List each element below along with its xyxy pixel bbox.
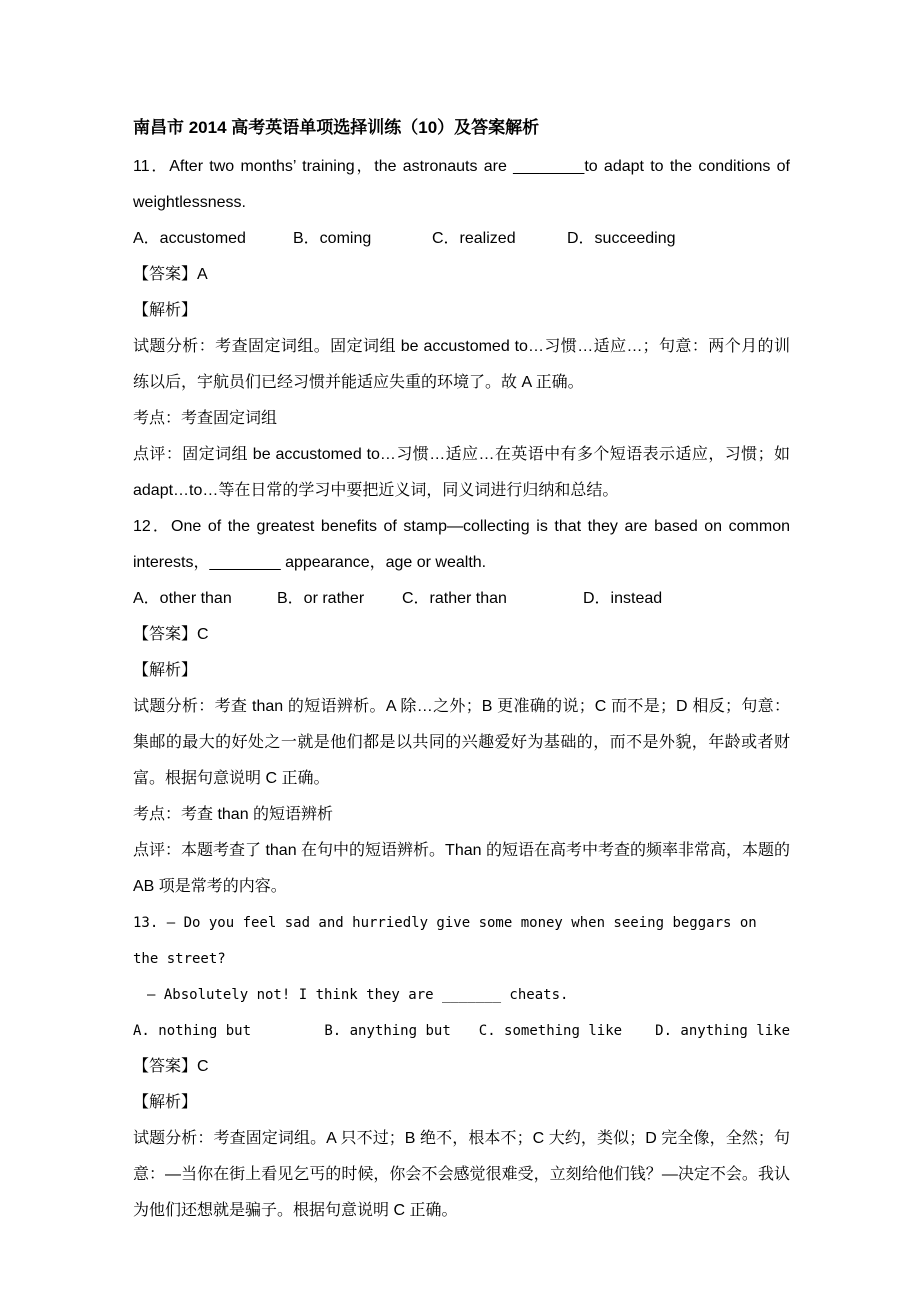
question-12-comment-paragraph: 点评：本题考查了 than 在句中的短语辨析。Than 的短语在高考中考查的频率非常高，本题的 AB 项是常考的内容。 bbox=[133, 842, 790, 895]
question-12-keypoint-paragraph: 考点：考查 than 的短语辨析 bbox=[133, 806, 334, 823]
question-11-answer-line: 【答案】A bbox=[133, 266, 208, 283]
question-11-options-row bbox=[133, 221, 790, 257]
question-12-option-d: D．instead bbox=[583, 590, 663, 607]
question-13-option-b: B. anything but bbox=[324, 1023, 451, 1039]
question-block-12 bbox=[133, 509, 790, 905]
question-13-options-row bbox=[133, 1013, 790, 1049]
question-12-text: 12．One of the greatest benefits of stamp—collecting is that they are based on common interests，________ appearance，age or wealth. bbox=[133, 518, 790, 571]
question-13-option-c: C. something like bbox=[478, 1023, 623, 1039]
doc-title: 南昌市 2014 高考英语单项选择训练（10）及答案解析 bbox=[133, 118, 540, 137]
question-12-option-a: A．other than bbox=[133, 590, 232, 607]
question-11-option-a: A．accustomed bbox=[133, 230, 246, 247]
question-13-dialogue-line-1: 13. — Do you feel sad and hurriedly give some money when seeing beggars on the street? bbox=[133, 915, 766, 967]
question-13-answer-line: 【答案】C bbox=[133, 1058, 209, 1075]
question-11-option-b: B．coming bbox=[293, 230, 372, 247]
question-12-answer-line: 【答案】C bbox=[133, 626, 209, 643]
question-12-option-b: B．or rather bbox=[277, 590, 365, 607]
question-13-dialogue-line-2: — Absolutely not! I think they are _______ cheats. bbox=[133, 987, 569, 1003]
question-11-comment-paragraph: 点评：固定词组 be accustomed to…习惯…适应…在英语中有多个短语表示适应，习惯；如 adapt…to…等在日常的学习中要把近义词，同义词进行归纳和总结。 bbox=[133, 446, 790, 499]
question-block-13 bbox=[133, 905, 790, 1229]
question-11-text: 11．After two months’ training，the astronauts are ________to adapt to the conditions of weightlessness. bbox=[133, 158, 790, 211]
question-13-analysis-heading: 【解析】 bbox=[133, 1094, 198, 1111]
question-11-keypoint-paragraph: 考点：考查固定词组 bbox=[133, 410, 278, 427]
question-12-options-row bbox=[133, 581, 790, 617]
question-11-analysis-paragraph: 试题分析：考查固定词组。固定词组 be accustomed to…习惯…适应…；句意：两个月的训练以后，宇航员们已经习惯并能适应失重的环境了。故 A 正确。 bbox=[133, 338, 790, 391]
question-13-option-a: A. nothing but bbox=[133, 1023, 252, 1039]
question-11-option-d: D．succeeding bbox=[567, 230, 676, 247]
question-11-option-c: C．realized bbox=[432, 230, 516, 247]
question-13-analysis-paragraph: 试题分析：考查固定词组。A 只不过；B 绝不，根本不；C 大约，类似；D 完全像，全然；句意：—当你在街上看见乞丐的时候，你会不会感觉很难受，立刻给他们钱？—决定不会。我认为他们还想就是骗子。根据句意说明 C 正确。 bbox=[133, 1130, 790, 1219]
question-11-analysis-heading: 【解析】 bbox=[133, 302, 198, 319]
question-12-option-c: C．rather than bbox=[402, 590, 507, 607]
question-13-option-d: D. anything like bbox=[655, 1023, 790, 1039]
question-12-analysis-heading: 【解析】 bbox=[133, 662, 198, 679]
question-12-analysis-paragraph: 试题分析：考查 than 的短语辨析。A 除…之外；B 更准确的说；C 而不是；D 相反；句意：集邮的最大的好处之一就是他们都是以共同的兴趣爱好为基础的，而不是外貌，年龄或者财富。根据句意说明 C 正确。 bbox=[133, 698, 790, 787]
question-block-11 bbox=[133, 149, 790, 509]
